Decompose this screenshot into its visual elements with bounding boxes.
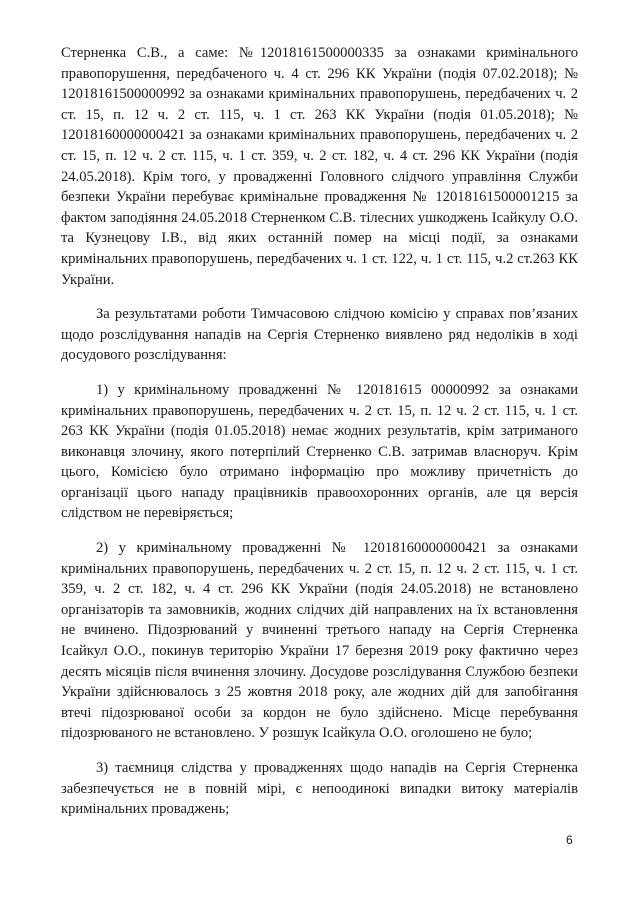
paragraph-findings-intro: За результатами роботи Тимчасовою слідчою комісію у справах пов’язаних щодо розслідування нападів на Сергія Стерненко виявлено ряд недоліків в ході досудового розслідування: <box>61 306 578 364</box>
paragraph-finding-3: 3) таємниця слідства у провадженнях щодо нападів на Сергія Стерненка забезпечується не в повній мірі, є непоодинокі випадки витоку матеріалів кримінальних проваджень; <box>61 760 578 818</box>
page-number: 6 <box>566 833 573 847</box>
document-page <box>61 43 578 820</box>
paragraph-finding-1: 1) у кримінальному провадженні № 120181615 00000992 за ознаками кримінальних правопорушень, передбачених ч. 2 ст. 15, п. 12 ч. 2 ст. 115, ч. 1 ст. 263 КК України (подія 01.05.2018) немає жодних результатів, крім затриманого виконавця злочину, якого потерпілий Стерненко С.В. затримав власноруч. Крім цього, Комісією було отримано інформацію про можливу причетність до організації цього нападу працівників правоохоронних органів, але ця версія слідством не перевіряється; <box>61 381 578 522</box>
paragraph-case-list-continuation: Стерненка С.В., а саме: №12018161500000335 за ознаками кримінального правопорушення, передбаченого ч. 4 ст. 296 КК України (подія 07.02.2018); № 12018161500000992 за ознаками кримінальних правопорушень, передбачених ч. 2 ст. 15, п. 12 ч. 2 ст. 115, ч. 1 ст. 263 КК України (подія 01.05.2018); № 12018160000000421 за ознаками кримінальних правопорушень, передбачених ч. 2 ст. 15, п. 12 ч. 2 ст. 115, ч. 1 ст. 359, ч. 2 ст. 182, ч. 4 ст. 296 КК України (подія 24.05.2018). Крім того, у провадженні Головного слідчого управління Служби безпеки України перебуває кримінальне провадження № 12018161500001215 за фактом заподіяння 24.05.2018 Стерненком С.В. тілесних ушкоджень Ісайкулу О.О. та Кузнецову І.В., від яких останній помер на місці події, за ознаками кримінальних правопорушень, передбачених ч. 1 ст. 122, ч. 1 ст. 115, ч.2 ст.263 КК України. <box>61 45 578 288</box>
paragraph-finding-2: 2) у кримінальному провадженні № 12018160000000421 за ознаками кримінальних правопорушень, передбачених ч. 2 ст. 15, п. 12 ч. 2 ст. 115, ч. 1 ст. 359, ч. 2 ст. 182, ч. 4 ст. 296 КК України (подія 24.05.2018) не встановлено організаторів та замовників, жодних слідчих дій направлених на їх встановлення не вчинено. Підозрюваний у вчиненні третього нападу на Сергія Стерненка Ісайкул О.О., покинув територію України 17 березня 2019 року фактично через десять місяців після вчинення злочину. Досудове розслідування Службою безпеки України здійснювалось з 25 жовтня 2018 року, але жодних дій для запобігання втечі підозрюваної особи за кордон не було здійснено. Місце перебування підозрюваного не встановлено. У розшук Ісайкула О.О. оголошено не було; <box>61 540 578 742</box>
